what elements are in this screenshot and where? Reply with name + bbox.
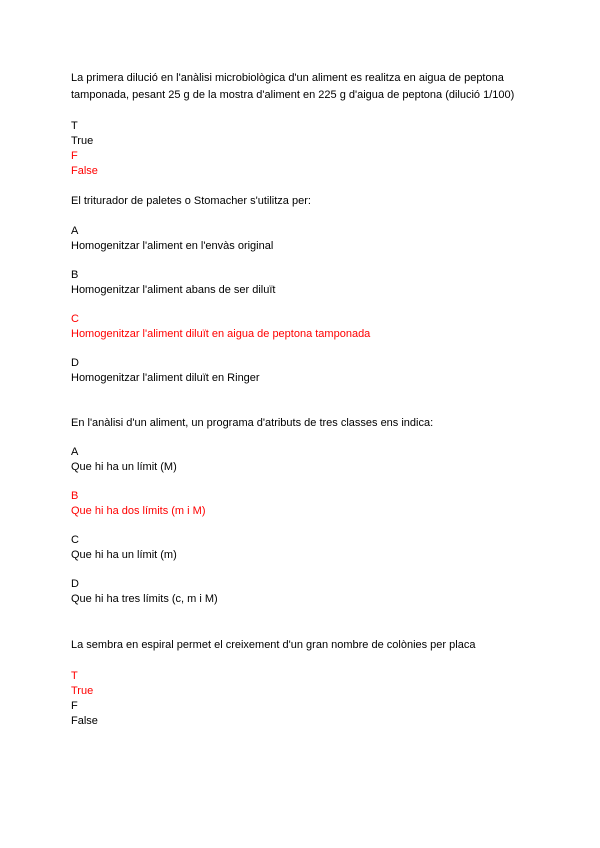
option-letter: F [71,150,78,162]
question-2-option-d [71,356,541,386]
option-text: Que hi ha tres límits (c, m i M) [71,593,218,605]
option-text: True [71,135,94,147]
question-1-prompt: La primera dilució en l'anàlisi microbiològica d'un aliment es realitza en aigua de peptona tamponada, pesant 25 g de la mostra d'aliment en 225 g d'aigua de peptona (dilució 1/100) [71,72,515,101]
question-2-option-a [71,224,541,254]
option-letter: F [71,699,78,712]
option-text: Homogenitzar l'aliment diluït en Ringer [71,371,260,384]
question-1-option-f [71,149,541,179]
question-2-option-b [71,268,541,298]
option-text: Homogenitzar l'aliment en l'envàs original [71,239,274,252]
question-2-prompt: El triturador de paletes o Stomacher s'utilitza per: [71,195,311,207]
option-letter: A [71,446,79,458]
option-text: False [71,714,98,727]
question-3-option-d [71,577,541,607]
question-3-option-b [71,489,541,519]
question-4-prompt: La sembra en espiral permet el creixement d'un gran nombre de colònies per placa [71,639,476,651]
option-text: Que hi ha dos límits (m i M) [71,505,206,517]
question-4-option-t [71,669,541,699]
question-3 [71,415,541,608]
option-letter: B [71,268,79,281]
option-text: True [71,684,94,697]
question-3-option-c [71,533,541,563]
question-1-option-t [71,119,541,149]
option-letter: T [71,120,78,132]
option-letter: A [71,224,79,237]
option-letter: C [71,534,79,546]
option-text: Que hi ha un límit (m) [71,549,177,561]
question-3-option-a [71,445,541,475]
option-text: Homogenitzar l'aliment abans de ser diluït [71,283,276,296]
option-letter: C [71,312,79,325]
question-4 [71,637,541,729]
option-text: False [71,165,98,177]
question-2 [71,193,541,386]
option-letter: T [71,669,78,682]
question-1 [71,70,541,179]
option-text: Que hi ha un límit (M) [71,461,177,473]
question-2-option-c [71,312,541,342]
question-4-option-f [71,699,541,729]
option-text: Homogenitzar l'aliment diluït en aigua de peptona tamponada [71,327,371,340]
option-letter: D [71,578,79,590]
option-letter: B [71,490,79,502]
question-3-prompt: En l'anàlisi d'un aliment, un programa d'atributs de tres classes ens indica: [71,416,434,429]
document-page [71,70,541,729]
option-letter: D [71,356,79,369]
